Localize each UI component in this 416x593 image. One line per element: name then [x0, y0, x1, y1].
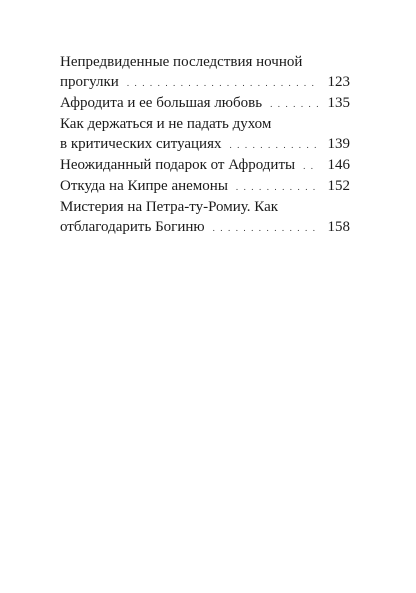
toc-entry — [60, 155, 350, 176]
toc-entry — [60, 114, 350, 155]
entry-title-line: Откуда на Кипре анемоны — [60, 178, 228, 194]
entry-title-line: отблагодарить Богиню — [60, 219, 205, 235]
dot-leader — [236, 177, 318, 197]
dot-leader — [303, 156, 318, 176]
toc-entry — [60, 197, 350, 238]
entry-last-line — [60, 134, 350, 155]
table-of-contents — [60, 52, 350, 238]
toc-entry — [60, 176, 350, 197]
page-number: 158 — [327, 219, 350, 235]
page-number: 123 — [327, 74, 350, 90]
entry-title-line: Неожиданный подарок от Афродиты — [60, 157, 296, 173]
entry-title-line: в критических ситуациях — [60, 136, 222, 152]
dot-leader — [270, 94, 318, 114]
dot-leader — [229, 135, 318, 155]
toc-entry — [60, 93, 350, 114]
page-number: 152 — [327, 178, 350, 194]
entry-title-line: Как держаться и не падать духом — [60, 116, 272, 132]
toc-entry — [60, 52, 350, 93]
dot-leader — [127, 73, 318, 93]
page-number: 139 — [327, 136, 350, 152]
entry-last-line — [60, 217, 350, 238]
entry-title-line: Афродита и ее большая любовь — [60, 95, 263, 111]
entry-title-line: Непредвиденные последствия ночной — [60, 54, 303, 70]
page-number: 135 — [327, 95, 350, 111]
entry-title-line: Мистерия на Петра-ту-Ромиу. Как — [60, 199, 279, 215]
entry-last-line — [60, 176, 350, 197]
dot-leader — [213, 218, 318, 238]
entry-last-line — [60, 155, 350, 176]
page-number: 146 — [327, 157, 350, 173]
entry-last-line — [60, 72, 350, 93]
entry-title-line: прогулки — [60, 74, 119, 90]
entry-last-line — [60, 93, 350, 114]
